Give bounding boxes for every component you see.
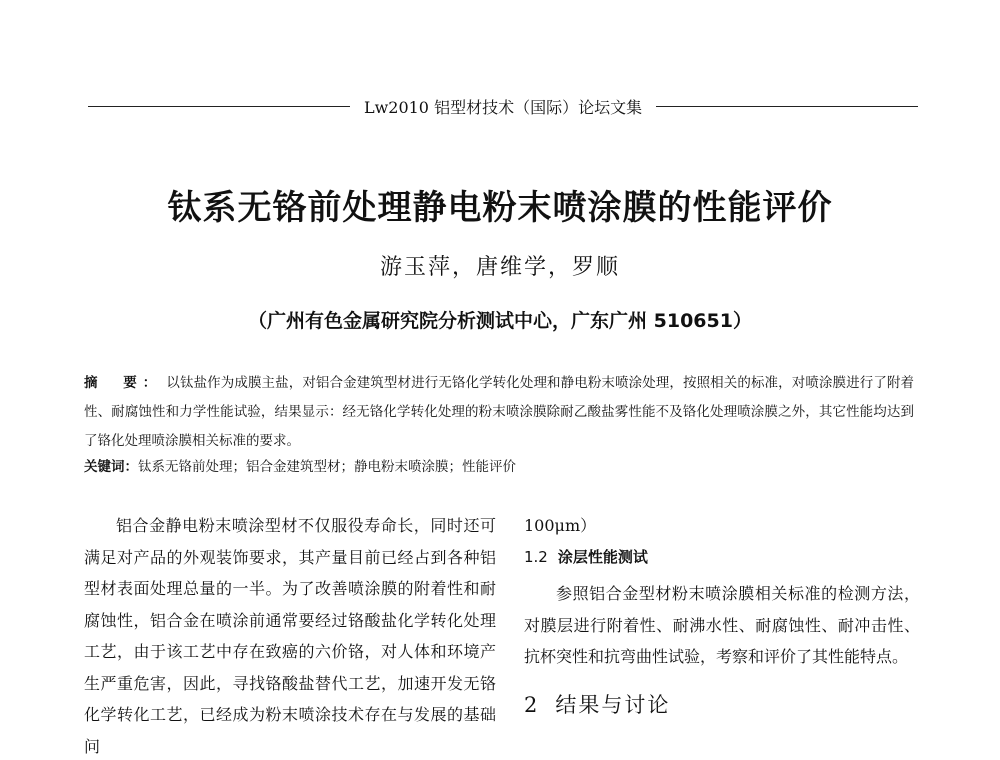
body-left-column: [84, 510, 496, 760]
coating-test-paragraph: 参照铝合金型材粉末喷涂膜相关标准的检测方法，对膜层进行附着性、耐沸水性、耐腐蚀性、耐冲击性、抗杯突性和抗弯曲性试验，考察和评价了其性能特点。: [524, 584, 920, 666]
abstract-text: 以钛盐作为成膜主盐，对铝合金建筑型材进行无铬化学转化处理和静电粉末喷涂处理，按照相关的标准，对喷涂膜进行了附着性、耐腐蚀性和力学性能试验，结果显示：经无铬化学转化处理的粉末喷涂膜除耐乙酸盐雾性能不及铬化处理喷涂膜之外，其它性能均达到了铬化处理喷涂膜相关标准的要求。: [84, 375, 915, 449]
section-1-2-number: 1.2: [524, 548, 548, 566]
paper-affiliation: （广州有色金属研究院分析测试中心，广东广州 510651）: [248, 310, 752, 332]
body-right-column: [524, 510, 920, 721]
keywords-label: 关键词：: [84, 459, 138, 475]
paper-authors: 游玉萍，唐维学，罗顺: [379, 255, 620, 280]
section-1-2-title: 涂层性能测试: [557, 548, 648, 566]
section-2-heading: [524, 689, 920, 721]
continued-text: 100μm）: [524, 516, 597, 535]
intro-paragraph: 铝合金静电粉末喷涂型材不仅服役寿命长，同时还可满足对产品的外观装饰要求，其产量目前已经占到各种铝型材表面处理总量的一半。为了改善喷涂膜的附着性和耐腐蚀性，铝合金在喷涂前通常要经过铬酸盐化学转化处理工艺，由于该工艺中存在致癌的六价铬，对人体和环境产生严重危害，因此，寻找铬酸盐替代工艺，加速开发无铬化学转化工艺，已经成为粉末喷涂技术存在与发展的基础问: [84, 516, 496, 756]
running-header: [88, 88, 918, 124]
keywords: [84, 453, 914, 482]
section-2-number: 2: [524, 692, 540, 717]
header-rule-right: [656, 106, 918, 107]
section-1-2-heading: [524, 542, 920, 574]
keywords-text: 钛系无铬前处理；铝合金建筑型材；静电粉末喷涂膜；性能评价: [138, 459, 516, 475]
abstract-label: 摘 要：: [84, 375, 163, 391]
abstract: [84, 369, 914, 456]
running-title: Lw2010 铝型材技术（国际）论坛文集: [363, 97, 643, 117]
header-rule-left: [88, 106, 350, 107]
section-2-title: 结果与讨论: [555, 692, 671, 717]
paper-title: 钛系无铬前处理静电粉末喷涂膜的性能评价: [167, 188, 833, 228]
